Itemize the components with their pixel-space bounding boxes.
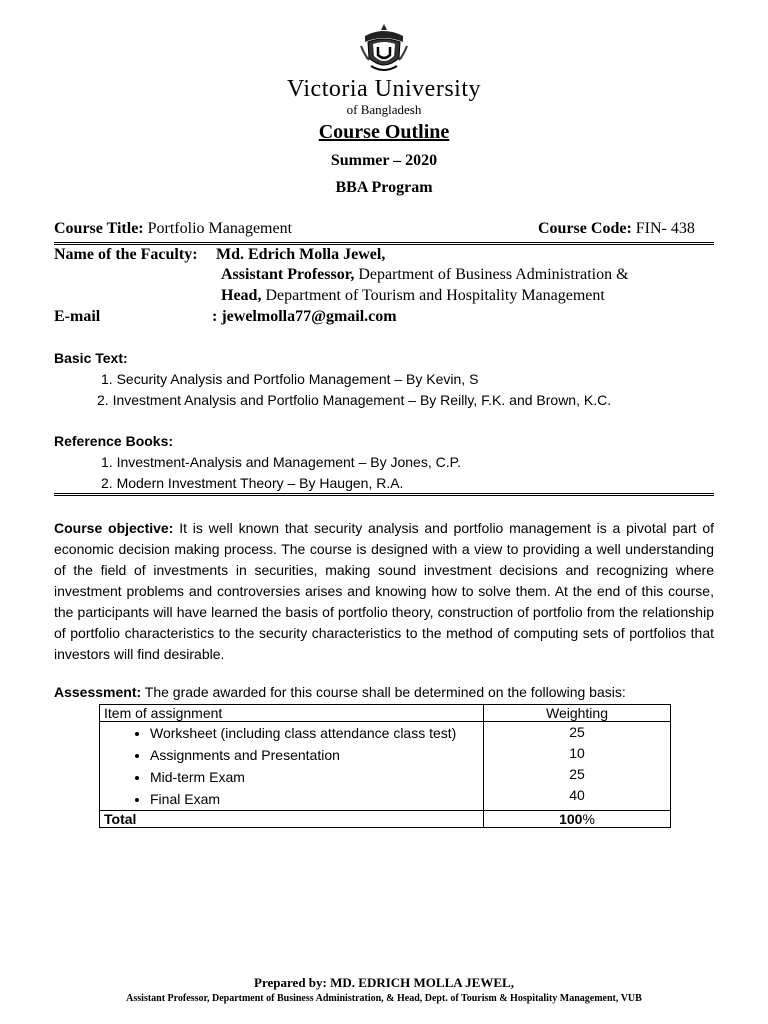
assignment-items-cell [100,722,484,811]
course-objective-text: It is well known that security analysis and portfolio management is a pivotal part of economic decision making process. The course is designed with a view to providing a well understanding of the field of investments in securities, making sound investment decisions and recognizing where investment problems and controversies arises and knowing how to solve them. At the end of this course, the participants will have learned the basis of portfolio theory, construction of portfolio from the relationship of portfolio characteristics to the security characteristics to the method of computing sets of portfolios that investors will find desirable. [54,520,714,662]
course-title-value: Portfolio Management [147,220,293,237]
weight-value: 40 [569,787,585,803]
basic-text-item: 1. Security Analysis and Portfolio Management – By Kevin, S [101,371,479,387]
course-title-label: Course Title: [54,220,144,237]
total-value: 100 [559,811,583,827]
prepared-by: Prepared by: MD. EDRICH MOLLA JEWEL, [254,975,514,990]
faculty-designation-2 [221,287,605,305]
term: Summer – 2020 [330,152,438,169]
column-header-item: Item of assignment [100,705,484,722]
assessment-text: The grade awarded for this course shall be determined on the following basis: [144,684,626,700]
faculty-designation-1 [221,266,629,284]
email-label: E-mail [54,308,101,325]
assessment-table [99,704,671,828]
course-title-row [54,220,292,238]
assignment-item: • Worksheet (including class attendance class test) [150,722,479,744]
weight-value: 10 [569,745,585,761]
reference-books-heading: Reference Books: [54,433,174,449]
course-code-value: FIN- 438 [635,220,695,237]
designation-1-dept: Department of Business Administration & [358,266,629,283]
weight-value: 25 [569,766,585,782]
designation-1-title: Assistant Professor, [221,266,355,283]
faculty-name: Md. Edrich Molla Jewel, [216,246,386,263]
basic-text-heading: Basic Text: [54,350,128,366]
reference-book-item: 2. Modern Investment Theory – By Haugen, R.A. [101,475,404,491]
email-value: : jewelmolla77@gmail.com [212,308,397,325]
divider [54,242,714,245]
university-subtitle: of Bangladesh [346,102,422,117]
document-title: Course Outline [318,121,450,143]
total-label: Total [100,811,484,828]
course-code-label: Course Code: [538,220,632,237]
assignment-item: • Final Exam [150,788,479,810]
total-value-cell [484,811,671,828]
assignment-item: • Assignments and Presentation [150,744,479,766]
course-objective [54,518,714,665]
assessment-label: Assessment: [54,684,142,700]
assessment-intro [54,684,626,700]
weights-cell [484,722,671,811]
course-objective-label: Course objective: [54,520,174,536]
assignment-item: • Mid-term Exam [150,766,479,788]
divider [54,493,714,496]
basic-text-item: 2. Investment Analysis and Portfolio Management – By Reilly, F.K. and Brown, K.C. [97,392,612,408]
designation-2-title: Head, [221,287,262,304]
university-name: Victoria University [286,76,481,102]
faculty-label: Name of the Faculty: [54,246,198,263]
designation-2-dept: Department of Tourism and Hospitality Management [265,287,605,304]
table-row [100,722,671,811]
total-unit: % [582,811,595,827]
program: BBA Program [335,179,433,196]
reference-book-item: 1. Investment-Analysis and Management – By Jones, C.P. [101,454,462,470]
column-header-weight: Weighting [484,705,671,722]
total-row [100,811,671,828]
university-logo [359,22,409,74]
table-header-row [100,705,671,722]
weight-value: 25 [569,724,585,740]
course-code-row [538,220,695,238]
prepared-by-designation: Assistant Professor, Department of Business Administration, & Head, Dept. of Tourism & Hospitality Management, VUB [126,993,642,1004]
